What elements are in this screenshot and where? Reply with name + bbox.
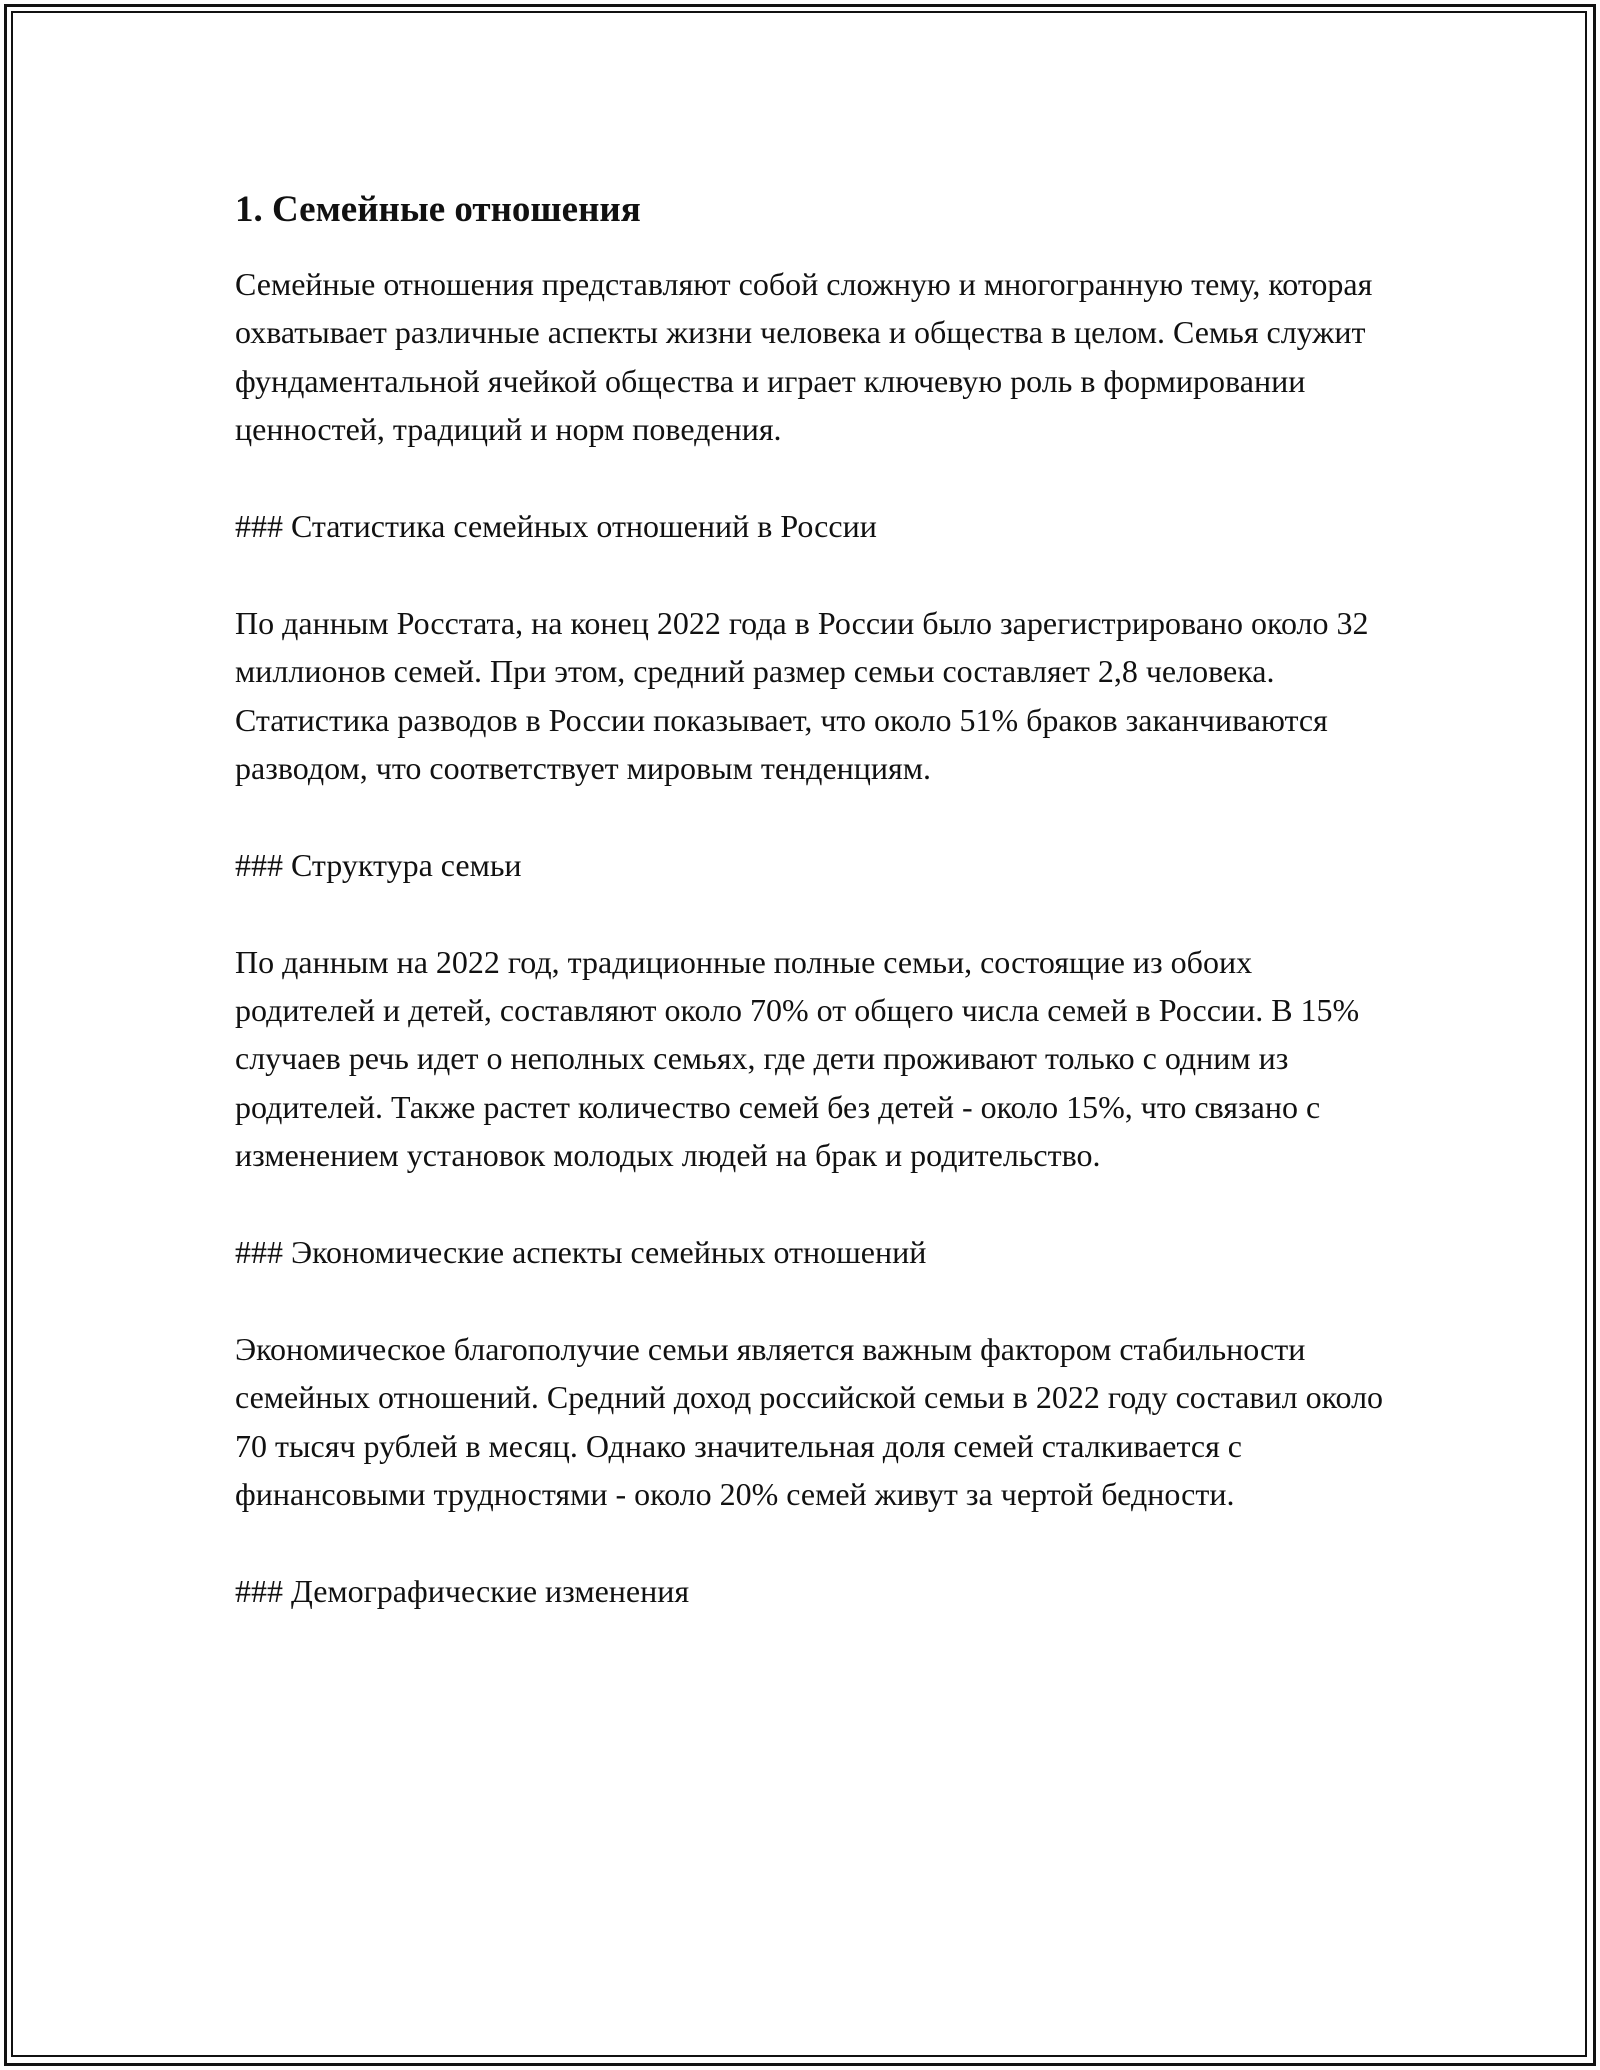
paragraph-intro: Семейные отношения представляют собой сложную и многогранную тему, которая охватывает различные аспекты жизни человека и общества в целом. Семья служит фундаментальной ячейкой общества и играет ключевую роль в формировании ценностей, традиций и норм поведения. [235, 266, 1373, 448]
document-title: 1. Семейные отношения [235, 189, 641, 230]
paragraph-statistics: По данным Росстата, на конец 2022 года в России было зарегистрировано около 32 миллионов семей. При этом, средний размер семьи составляет 2,8 человека. Статистика разводов в России показывает, что около 51% браков заканчиваются разводом, что соответствует мировым тенденциям. [235, 604, 1369, 787]
document-page [235, 186, 1395, 1664]
subheading-economic-aspects: ### Экономические аспекты семейных отношений [235, 1234, 927, 1271]
subheading-statistics: ### Статистика семейных отношений в России [235, 508, 877, 545]
paragraph-economic-aspects: Экономическое благополучие семьи является важным фактором стабильности семейных отношений. Средний доход российской семьи в 2022 году составил около 70 тысяч рублей в месяц. Однако значительная доля семей сталкивается с финансовыми трудностями - около 20% семей живут за чертой бедности. [235, 1330, 1384, 1513]
subheading-family-structure: ### Структура семьи [235, 846, 522, 883]
subheading-demographic-changes: ### Демографические изменения [235, 1572, 690, 1609]
paragraph-family-structure: По данным на 2022 год, традиционные полные семьи, состоящие из обоих родителей и детей, составляют около 70% от общего числа семей в России. В 15% случаев речь идет о неполных семьях, где дети проживают только с одним из родителей. Также растет количество семей без детей - около 15%, что связано с изменением установок молодых людей на брак и родительство. [235, 943, 1360, 1174]
